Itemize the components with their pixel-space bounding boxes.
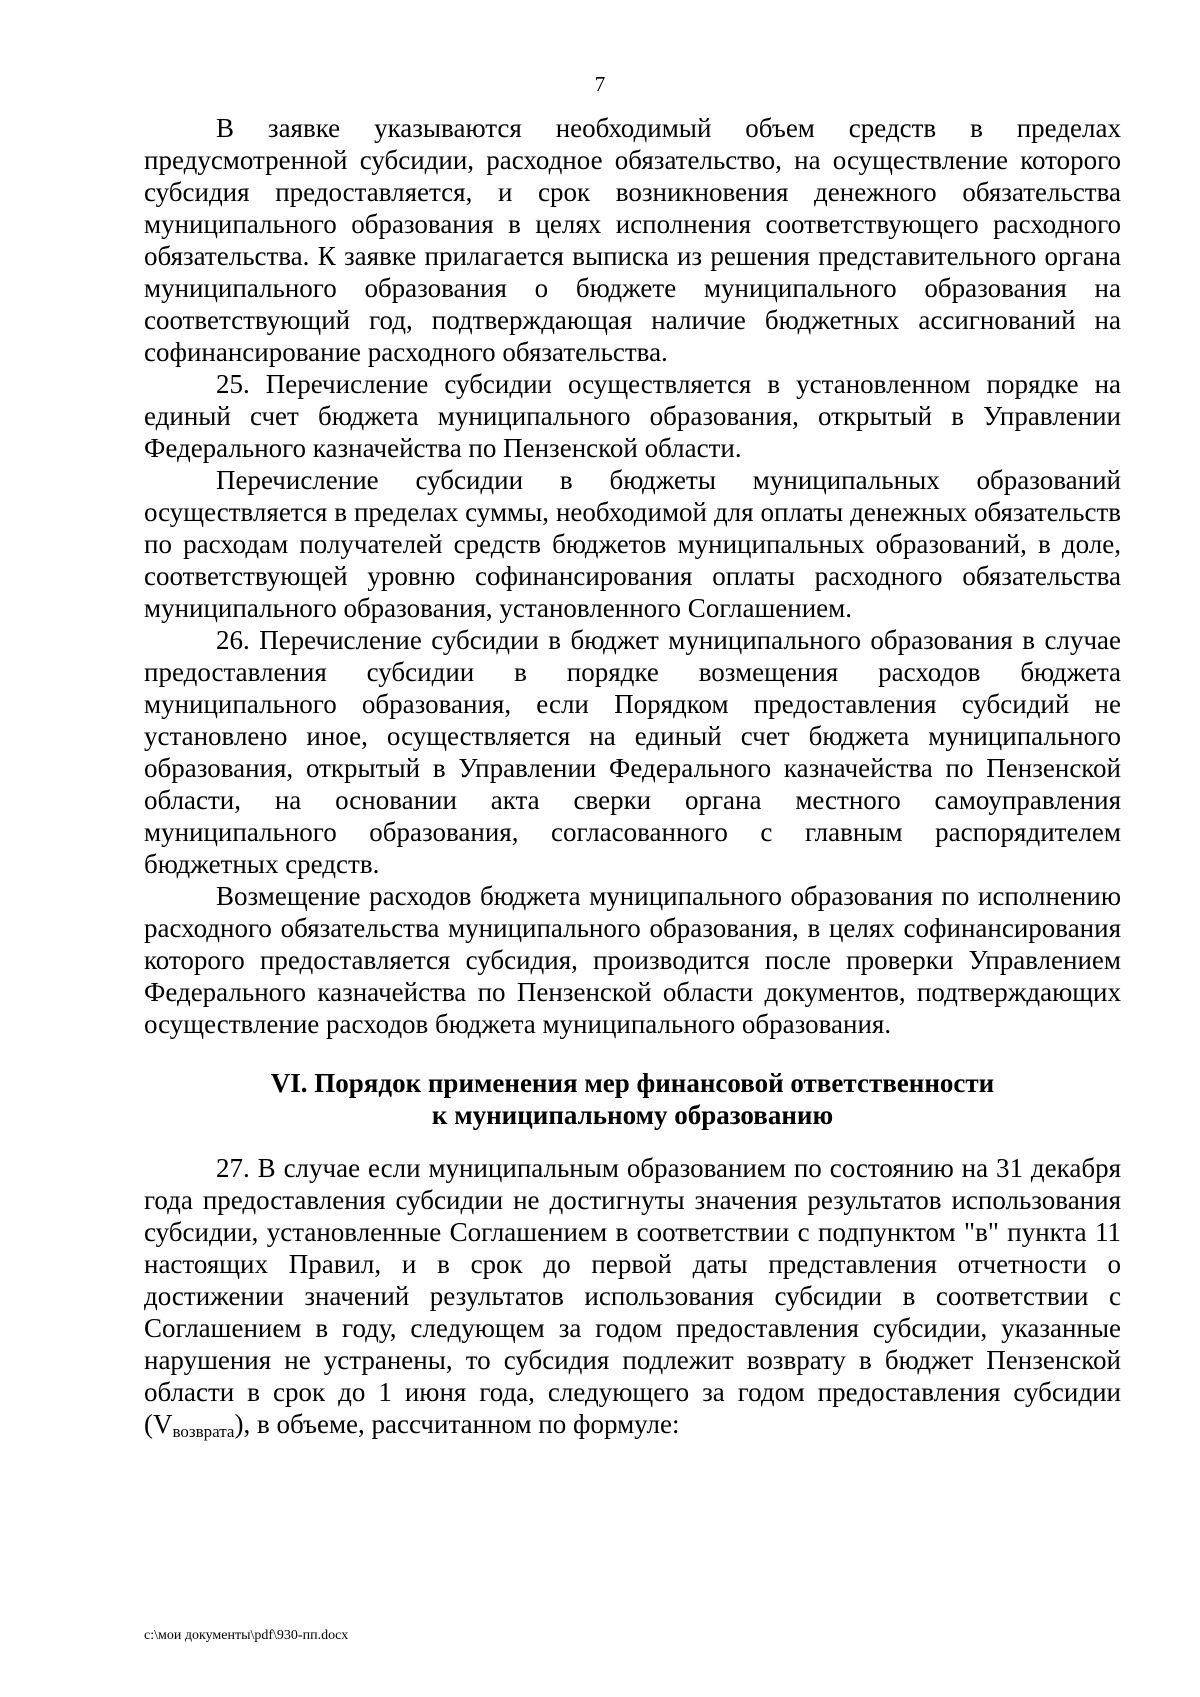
paragraph-27-text: 27. В случае если муниципальным образованием по состоянию на 31 декабря года предоставления субсидии не достигнуты значения результатов использования субсидии, установленные Соглашением в соответствии с подпунктом "в" пункта 11 настоящих Правил, и в срок до первой даты представления отчетности о достижении значений результатов использования субсидии в соответствии с Соглашением в году, следующем за годом предоставления субсидии, указанные нарушения не устранены, то субсидия подлежит возврату в бюджет Пензенской области в срок до 1 июня года, следующего за годом предоставления субсидии (V bbox=[144, 1153, 1121, 1439]
section-heading bbox=[144, 1067, 1121, 1131]
paragraph-27 bbox=[144, 1152, 1121, 1440]
document-body bbox=[144, 112, 1121, 1440]
paragraph-application: В заявке указываются необходимый объем средств в пределах предусмотренной субсидии, расходное обязательство, на осуществление которого субсидия предоставляется, и срок возникновения денежного обязательства муниципального образования в целях исполнения соответствующего расходного обязательства. К заявке прилагается выписка из решения представительного органа муниципального образования о бюджете муниципального образования на соответствующий год, подтверждающая наличие бюджетных ассигнований на софинансирование расходного обязательства. bbox=[144, 113, 1121, 367]
section-heading-line-1: VI. Порядок применения мер финансовой ответственности bbox=[270, 1068, 995, 1098]
paragraph-25: 25. Перечисление субсидии осуществляется в установленном порядке на единый счет бюджета муниципального образования, открытый в Управлении Федерального казначейства по Пензенской области. bbox=[144, 369, 1121, 463]
paragraph-27-tail: ), в объеме, рассчитанном по формуле: bbox=[234, 1409, 680, 1439]
return-subscript: возврата bbox=[172, 1422, 235, 1441]
paragraph-26: 26. Перечисление субсидии в бюджет муниципального образования в случае предоставления субсидии в порядке возмещения расходов бюджета муниципального образования, если Порядком предоставления субсидий не установлено иное, осуществляется на единый счет бюджета муниципального образования, открытый в Управлении Федерального казначейства по Пензенской области, на основании акта сверки органа местного самоуправления муниципального образования, согласованного с главным распорядителем бюджетных средств. bbox=[144, 625, 1121, 879]
paragraph-reimbursement: Возмещение расходов бюджета муниципального образования по исполнению расходного обязательства муниципального образования, в целях софинансирования которого предоставляется субсидия, производится после проверки Управлением Федерального казначейства по Пензенской области документов, подтверждающих осуществление расходов бюджета муниципального образования. bbox=[144, 881, 1121, 1039]
footer-file-path: c:\мои документы\pdf\930-пп.docx bbox=[144, 1628, 349, 1643]
page-number: 7 bbox=[594, 72, 606, 96]
section-heading-line-2: к муниципальному образованию bbox=[431, 1100, 834, 1130]
paragraph-transfer-limits: Перечисление субсидии в бюджеты муниципальных образований осуществляется в пределах суммы, необходимой для оплаты денежных обязательств по расходам получателей средств бюджетов муниципальных образований, в доле, соответствующей уровню софинансирования оплаты расходного обязательства муниципального образования, установленного Соглашением. bbox=[144, 465, 1121, 623]
